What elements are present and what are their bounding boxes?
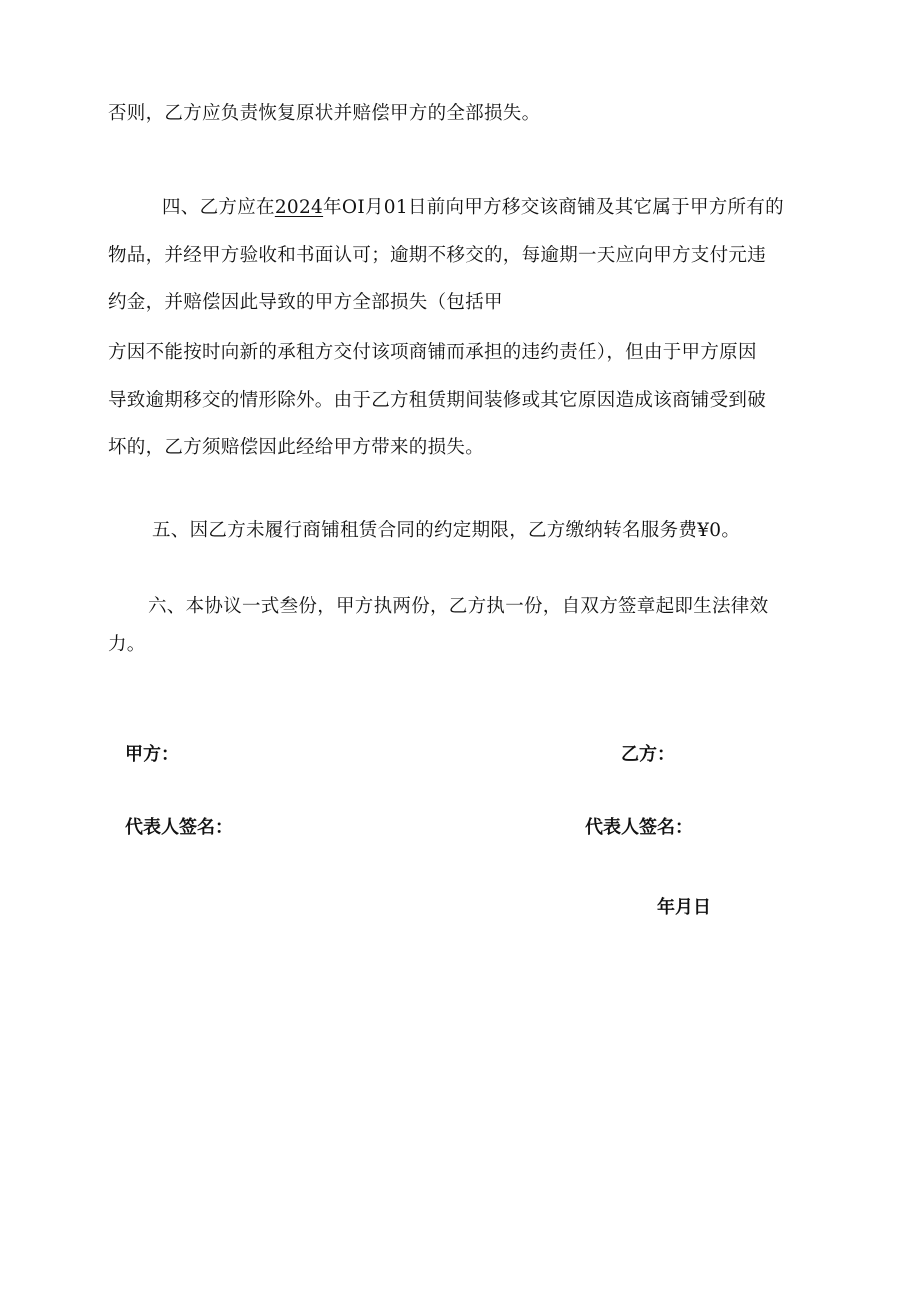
clause-4-line-1	[162, 197, 784, 219]
clause-4-day: 01	[383, 197, 408, 218]
clause-6-line-2: 力。	[108, 634, 146, 655]
date-label: 年月日	[657, 897, 711, 918]
clause-4-month-unit: 月	[364, 197, 384, 218]
clause-4-prefix: 四、乙方应在	[162, 197, 275, 218]
representative-b-signature-label: 代表人签名：	[585, 817, 693, 838]
party-b-label: 乙方：	[621, 744, 675, 765]
clause-4-line-4: 方因不能按时向新的承租方交付该项商铺而承担的违约责任），但由于甲方原因	[108, 342, 757, 363]
clause-4-year-unit: 年	[323, 197, 342, 218]
clause-4-line-3: 约金，并赔偿因此导致的甲方全部损失（包括甲	[108, 292, 503, 313]
clause-6-line-1: 六、本协议一式叁份，甲方执两份，乙方执一份，自双方签章起即生法律效	[148, 596, 769, 617]
clause-4-line-2: 物品，并经甲方验收和书面认可；逾期不移交的，每逾期一天应向甲方支付元违	[108, 245, 767, 266]
clause-5-line-1: 五、因乙方未履行商铺租赁合同的约定期限，乙方缴纳转名服务费¥0。	[152, 520, 741, 541]
clause-4-line-6: 坏的，乙方须赔偿因此经给甲方带来的损失。	[108, 437, 485, 458]
intro-line: 否则，乙方应负责恢复原状并赔偿甲方的全部损失。	[108, 103, 541, 124]
clause-4-month: OI	[341, 197, 365, 218]
clause-4-line-5: 导致逾期移交的情形除外。由于乙方租赁期间装修或其它原因造成该商铺受到破	[108, 390, 767, 411]
clause-4-suffix: 日前向甲方移交该商铺及其它属于甲方所有的	[407, 197, 784, 218]
clause-4-year: 2024	[274, 197, 324, 218]
party-a-label: 甲方：	[125, 744, 179, 765]
representative-a-signature-label: 代表人签名：	[125, 817, 233, 838]
